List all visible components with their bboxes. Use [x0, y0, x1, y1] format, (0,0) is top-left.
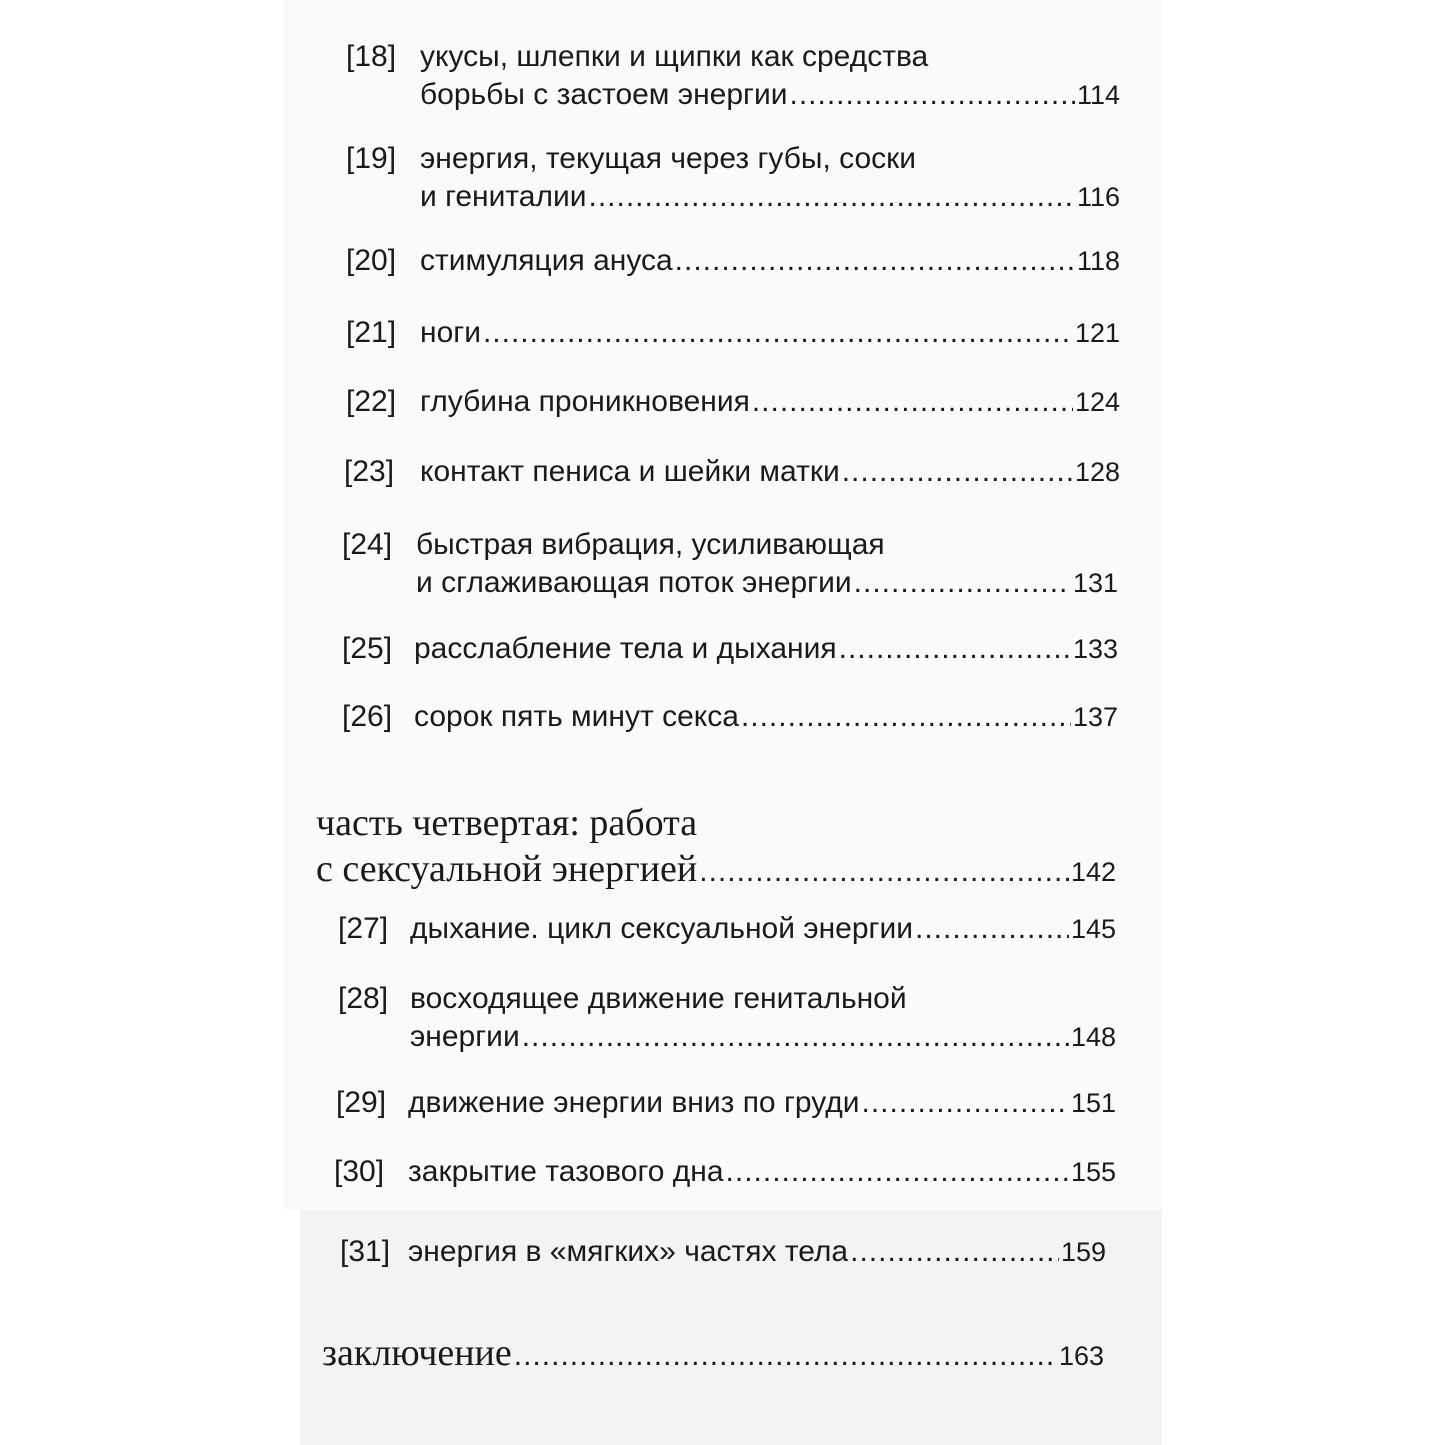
entry-title-line2: борьбы с застоем энергии [420, 78, 788, 111]
entry-number: [23] [344, 455, 395, 488]
part-four-page: 142 [1070, 857, 1116, 887]
entry-page: 124 [1074, 387, 1120, 417]
entry-number: [31] [340, 1235, 391, 1268]
leader-dots [842, 453, 1073, 491]
leader-dots [741, 698, 1071, 736]
toc-entry-26 [342, 698, 1118, 738]
part-four-title-line1: часть четвертая: работа [316, 802, 698, 844]
entry-title-line1: быстрая вибрация, усиливающая [416, 528, 885, 561]
entry-number: [30] [334, 1155, 385, 1188]
leader-dots [522, 1018, 1069, 1056]
leader-dots [726, 1153, 1069, 1191]
entry-title: расслабление тела и дыхания [414, 632, 837, 665]
entry-title: движение энергии вниз по груди [408, 1086, 860, 1119]
entry-page: 128 [1074, 457, 1120, 487]
entry-number: [18] [346, 40, 397, 73]
leader-dots [589, 178, 1075, 216]
entry-number: [28] [338, 982, 389, 1015]
toc-entry-23 [344, 453, 1120, 493]
entry-page: 116 [1076, 182, 1120, 212]
toc-entry-27 [338, 910, 1116, 950]
entry-number: [22] [346, 385, 397, 418]
entry-number: [24] [342, 528, 393, 561]
conclusion-title: заключение [322, 1332, 512, 1374]
entry-number: [25] [342, 632, 393, 665]
entry-number: [20] [346, 244, 397, 277]
leader-dots [850, 1233, 1059, 1271]
entry-title-line2: энергии [410, 1020, 520, 1053]
conclusion-page: 163 [1058, 1341, 1104, 1371]
toc-entry-24 [342, 526, 1118, 606]
entry-page: 151 [1070, 1088, 1116, 1118]
entry-page: 121 [1074, 318, 1120, 348]
entry-title: контакт пениса и шейки матки [420, 455, 840, 488]
entry-number: [19] [346, 142, 397, 175]
entry-number: [29] [336, 1086, 387, 1119]
entry-title: закрытие тазового дна [408, 1155, 724, 1188]
toc-entry-28 [338, 980, 1116, 1060]
leader-dots [514, 1333, 1057, 1379]
leader-dots [752, 383, 1073, 421]
entry-page: 159 [1060, 1237, 1106, 1267]
entry-title-line2: и сглаживающая поток энергии [416, 566, 852, 599]
toc-entry-31 [340, 1233, 1106, 1273]
entry-number: [21] [346, 316, 397, 349]
entry-title: энергия в «мягких» частях тела [408, 1235, 849, 1268]
leader-dots [483, 314, 1073, 352]
toc-entry-22 [346, 383, 1120, 423]
entry-page: 137 [1072, 702, 1118, 732]
leader-dots [839, 630, 1071, 668]
entry-title-line1: укусы, шлепки и щипки как средства [420, 40, 929, 73]
leader-dots [699, 849, 1069, 895]
leader-dots [854, 564, 1071, 602]
entry-number: [26] [342, 700, 393, 733]
entry-title: стимуляция ануса [420, 244, 673, 277]
entry-page: 145 [1070, 914, 1116, 944]
toc-entry-19 [346, 140, 1120, 220]
entry-page: 118 [1076, 246, 1120, 276]
part-four-heading [316, 800, 1116, 896]
toc-entry-30 [334, 1153, 1116, 1193]
leader-dots [915, 910, 1069, 948]
part-four-title-line2: с сексуальной энергией [316, 848, 698, 890]
leader-dots [862, 1084, 1069, 1122]
entry-page: 155 [1070, 1157, 1116, 1187]
leader-dots [789, 76, 1074, 114]
conclusion-heading [322, 1330, 1104, 1376]
leader-dots [675, 242, 1075, 280]
entry-title-line1: восходящее движение генитальной [410, 982, 907, 1015]
toc-entry-29 [336, 1084, 1116, 1124]
entry-page: 114 [1076, 80, 1120, 110]
entry-title: дыхание. цикл сексуальной энергии [410, 912, 914, 945]
entry-title: глубина проникновения [420, 385, 750, 418]
entry-title-line2: и гениталии [420, 180, 587, 213]
entry-number: [27] [338, 912, 389, 945]
toc-entry-21 [346, 314, 1120, 354]
entry-title: сорок пять минут секса [414, 700, 739, 733]
entry-title: ноги [420, 316, 481, 349]
toc-entry-20 [346, 242, 1120, 282]
entry-title-line1: энергия, текущая через губы, соски [420, 142, 917, 175]
toc-entry-25 [342, 630, 1118, 670]
entry-page: 131 [1072, 568, 1118, 598]
toc-entry-18 [346, 38, 1120, 118]
entry-page: 148 [1070, 1022, 1116, 1052]
entry-page: 133 [1072, 634, 1118, 664]
